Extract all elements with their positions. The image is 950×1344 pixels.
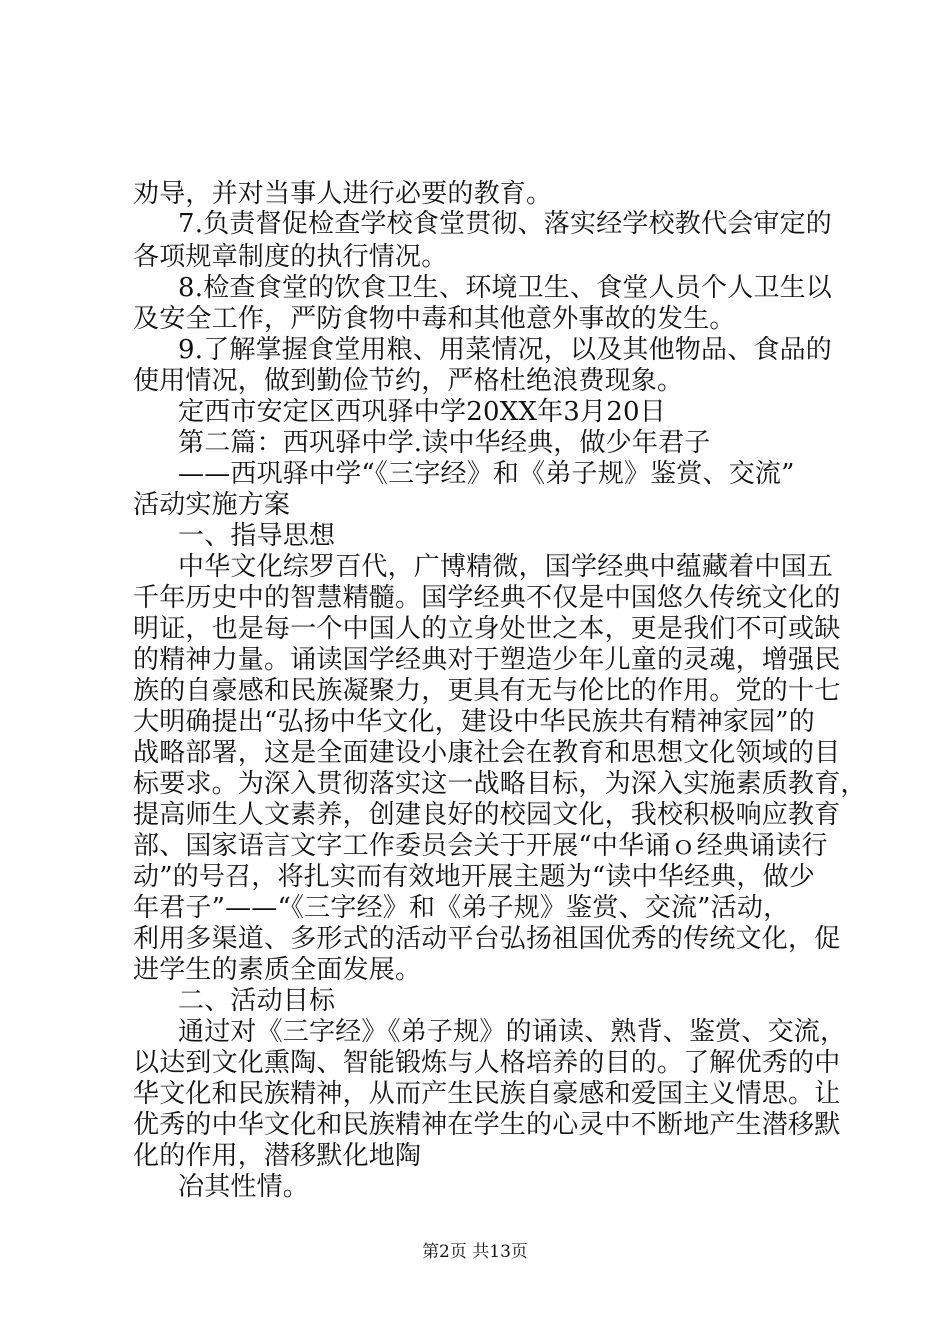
text-line: 7.负责督促检查学校食堂贯彻、落实经学校教代会审定的 xyxy=(178,209,833,239)
text-line: 利用多渠道、多形式的活动平台弘扬祖国优秀的传统文化，促 xyxy=(133,924,841,954)
text-line: 族的自豪感和民族凝聚力，更具有无与伦比的作用。党的十七 xyxy=(133,676,841,706)
text-line: 明证，也是每一个中国人的立身处世之本，更是我们不可或缺 xyxy=(133,614,841,644)
subtitle-line: 活动实施方案 xyxy=(133,490,291,520)
text-line: 年君子”——“《三字经》和《弟子规》鉴赏、交流”活动， xyxy=(133,893,790,923)
text-line: 标要求。为深入贯彻落实这一战略目标，为深入实施素质教育， xyxy=(133,769,867,799)
text-line: 千年历史中的智慧精髓。国学经典不仅是中国悠久传统文化的 xyxy=(133,583,841,613)
section-heading: 一、指导思想 xyxy=(178,521,336,551)
text-line: 提高师生人文素养，创建良好的校园文化，我校积极响应教育 xyxy=(133,800,841,830)
text-line: 劝导，并对当事人进行必要的教育。 xyxy=(133,179,553,209)
text-line: 使用情况，做到勤俭节约，严格杜绝浪费现象。 xyxy=(133,366,684,396)
text-line: 各项规章制度的执行情况。 xyxy=(133,242,448,272)
text-line: 化的作用，潜移默化地陶 xyxy=(133,1141,422,1171)
text-line: 优秀的中华文化和民族精神在学生的心灵中不断地产生潜移默 xyxy=(133,1110,841,1140)
text-line: 中华文化综罗百代，广博精微，国学经典中蕴藏着中国五 xyxy=(178,552,834,582)
text-line: 部、国家语言文字工作委员会关于开展“中华诵ｏ经典诵读行 xyxy=(133,831,828,861)
text-line: 的精神力量。诵读国学经典对于塑造少年儿童的灵魂，增强民 xyxy=(133,645,841,675)
text-line: 动”的号召，将扎实而有效地开展主题为“读中华经典，做少 xyxy=(133,862,815,892)
date-line: 定西市安定区西巩驿中学20XX年3月20日 xyxy=(178,397,666,427)
text-line: 以达到文化熏陶、智能锻炼与人格培养的目的。了解优秀的中 xyxy=(133,1048,841,1078)
text-line: 华文化和民族精神，从而产生民族自豪感和爱国主义情思。让 xyxy=(133,1079,841,1109)
text-line: 大明确提出“弘扬中华文化，建设中华民族共有精神家园”的 xyxy=(133,707,815,737)
section-heading: 二、活动目标 xyxy=(178,986,336,1016)
text-line: 8.检查食堂的饮食卫生、环境卫生、食堂人员个人卫生以 xyxy=(178,273,833,303)
text-line: 战略部署，这是全面建设小康社会在教育和思想文化领域的目 xyxy=(133,738,841,768)
section-heading: 第二篇：西巩驿中学.读中华经典，做少年君子 xyxy=(178,428,711,458)
text-line: 9.了解掌握食堂用粮、用菜情况，以及其他物品、食品的 xyxy=(178,335,833,365)
text-line: 通过对《三字经》《弟子规》的诵读、熟背、鉴赏、交流， xyxy=(178,1017,847,1047)
subtitle-line: ——西巩驿中学“《三字经》和《弟子规》鉴赏、交流” xyxy=(178,459,795,489)
page-number-footer: 第2页 共13页 xyxy=(422,1242,528,1262)
text-line: 及安全工作，严防食物中毒和其他意外事故的发生。 xyxy=(133,304,736,334)
text-line: 冶其性情。 xyxy=(178,1172,310,1202)
text-line: 进学生的素质全面发展。 xyxy=(133,955,422,985)
